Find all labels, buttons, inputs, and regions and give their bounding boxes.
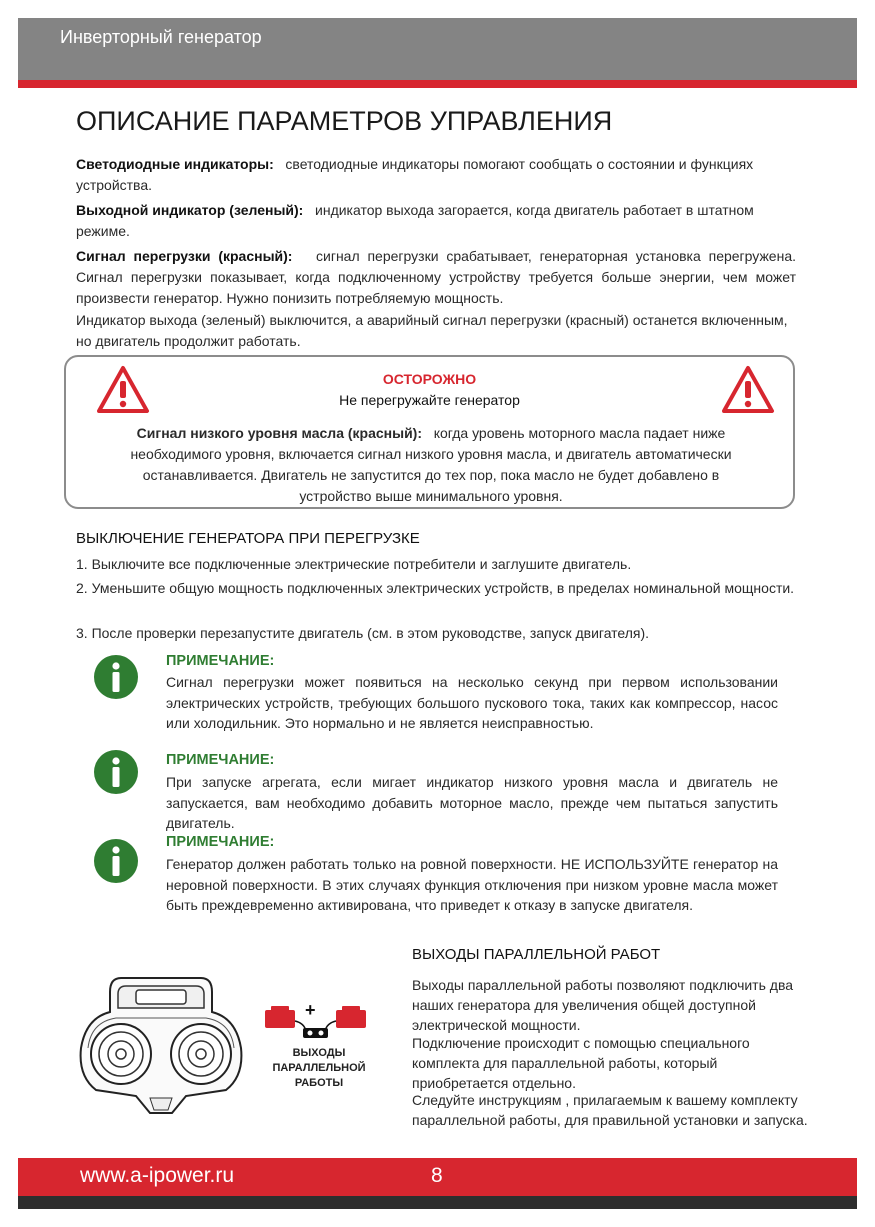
header-red-stripe bbox=[18, 80, 857, 88]
parallel-generators-icon bbox=[262, 1001, 370, 1045]
info-icon bbox=[93, 654, 139, 700]
output-label: Выходной индикатор (зеленый): bbox=[76, 202, 304, 218]
parallel-paragraph: Выходы параллельной работы позволяют подключить два наших генератора для увеличения общей доступной электрической мощности. bbox=[412, 977, 794, 1033]
intro-indicator: Индикатор выхода (зеленый) выключится, а аварийный сигнал перегрузки (красный) останется включенным, но двигатель продолжит работать. bbox=[76, 312, 788, 349]
parallel-socket-panel-illustration bbox=[76, 968, 246, 1118]
overload-label: Сигнал перегрузки (красный): bbox=[76, 248, 293, 264]
parallel-outputs-label bbox=[254, 1046, 384, 1091]
intro-overload bbox=[76, 246, 796, 309]
overload-text: сигнал перегрузки срабатывает, генераторная установка перегружена. Сигнал перегрузки показывает, когда подключенному устройству требуется больше энергии, чем может произвести генератор. Нужно понизить потребляемую мощность. bbox=[76, 248, 796, 306]
parallel-paragraph: Следуйте инструкциям , прилагаемым к вашему комплекту параллельной работы, для правильной установки и запуска. bbox=[412, 1092, 808, 1128]
header-title: Инверторный генератор bbox=[60, 27, 262, 47]
parallel-label-line: ПАРАЛЛЕЛЬНОЙ bbox=[272, 1062, 366, 1074]
info-icon bbox=[93, 838, 139, 884]
warning-subtitle: Не перегружайте генератор bbox=[339, 392, 520, 408]
warning-title: ОСТОРОЖНО bbox=[382, 371, 477, 387]
parallel-paragraph: Подключение происходит с помощью специального комплекта для параллельной работы, который приобретается отдельно. bbox=[412, 1035, 750, 1091]
overload-step: 3. После проверки перезапустите двигатель (см. в этом руководстве, запуск двигателя). bbox=[76, 625, 650, 641]
plus-sign: + bbox=[305, 1000, 316, 1020]
intro-output bbox=[76, 200, 796, 242]
overload-step: 1. Выключите все подключенные электрические потребители и заглушите двигатель. bbox=[76, 556, 632, 572]
info-icon bbox=[93, 749, 139, 795]
led-label: Светодиодные индикаторы: bbox=[76, 156, 274, 172]
oil-label: Сигнал низкого уровня масла (красный): bbox=[136, 425, 423, 441]
intro-led bbox=[76, 154, 796, 196]
note-text: Сигнал перегрузки может появиться на несколько секунд при первом использовании электрических устройств, требующих большого пускового тока, таких как компрессор, насос или холодильник. Это нормально и не является неисправностью. bbox=[166, 674, 778, 731]
footer-dark-stripe bbox=[18, 1196, 857, 1209]
page-number: 8 bbox=[431, 1164, 443, 1187]
parallel-label-line: РАБОТЫ bbox=[294, 1077, 344, 1089]
note-heading: ПРИМЕЧАНИЕ: bbox=[166, 653, 275, 669]
led-text: светодиодные индикаторы помогают сообщать о состоянии и функциях устройства. bbox=[76, 156, 754, 193]
warning-text bbox=[106, 423, 756, 507]
page-title: ОПИСАНИЕ ПАРАМЕТРОВ УПРАВЛЕНИЯ bbox=[76, 106, 613, 136]
oil-text: когда уровень моторного масла падает ниже необходимого уровня, включается сигнал низкого уровня масла, и двигатель автоматически останавливается. Двигатель не запустится до тех пор, пока масло не будет добавлено в устройство выше минимального уровня. bbox=[130, 425, 732, 504]
output-text: индикатор выхода загорается, когда двигатель работает в штатном режиме. bbox=[76, 202, 754, 239]
footer-url: www.a-ipower.ru bbox=[80, 1164, 235, 1187]
note-text: Генератор должен работать только на ровной поверхности. НЕ ИСПОЛЬЗУЙТЕ генератор на неровной поверхности. В этих случаях функция отключения при низком уровне масла может быть преждевременно активирована, что приведет к отказу в запуске двигателя. bbox=[166, 856, 778, 913]
overload-step: 2. Уменьшите общую мощность подключенных электрических устройств, в пределах номинальной мощности. bbox=[76, 580, 795, 596]
parallel-label-line: ВЫХОДЫ bbox=[292, 1047, 346, 1059]
overload-section-title: ВЫКЛЮЧЕНИЕ ГЕНЕРАТОРА ПРИ ПЕРЕГРУЗКЕ bbox=[76, 530, 420, 547]
note-text: При запуске агрегата, если мигает индикатор низкого уровня масла и двигатель не запускается, вам необходимо добавить моторное масло, прежде чем пытаться запустить двигатель. bbox=[166, 774, 778, 831]
warning-box bbox=[64, 355, 795, 509]
note-heading: ПРИМЕЧАНИЕ: bbox=[166, 834, 275, 850]
note-heading: ПРИМЕЧАНИЕ: bbox=[166, 752, 275, 768]
parallel-section-title: ВЫХОДЫ ПАРАЛЛЕЛЬНОЙ РАБОТ bbox=[412, 946, 661, 963]
